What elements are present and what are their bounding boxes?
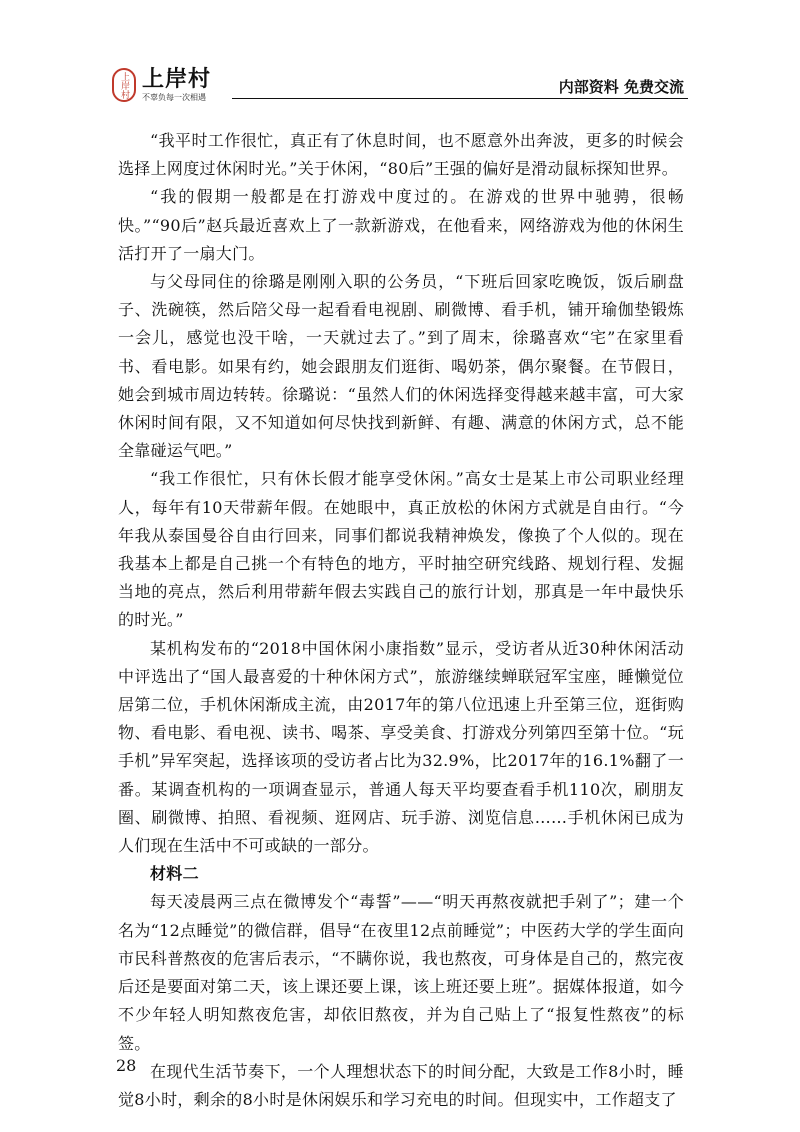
paragraph: 每天凌晨两三点在微博发个“毒誓”——“明天再熬夜就把手剁了”；建一个名为“12点睡觉”的微信群，倡导“在夜里12点前睡觉”；中医药大学的学生面向市民科普熬夜的危害后表示，“不瞒你说，我也熬夜，可身体是自己的，熬完夜后还是要面对第二天，该上课还要上课，该上班还要上班”。据媒体报道，如今不少年轻人明知熬夜危害，却依旧熬夜，并为自己贴上了“报复性熬夜”的标签。 bbox=[118, 892, 684, 1053]
page-number: 28 bbox=[116, 1056, 137, 1075]
header-divider bbox=[232, 98, 688, 99]
paragraph: “我平时工作很忙，真正有了休息时间，也不愿意外出奔波，更多的时候会选择上网度过休闲时光。”关于休闲，“80后”王强的偏好是滑动鼠标探知世界。 bbox=[118, 131, 684, 179]
paragraph: 与父母同住的徐璐是刚刚入职的公务员，“下班后回家吃晚饭，饭后刷盘子、洗碗筷，然后陪父母一起看看电视剧、刷微博、看手机，铺开瑜伽垫锻炼一会儿，感觉也没干啥，一天就过去了。”到了周末，徐璐喜欢“宅”在家里看书、看电影。如果有约，她会跟朋友们逛街、喝奶茶，偶尔聚餐。在节假日，她会到城市周边转转。徐璐说：“虽然人们的休闲选择变得越来越丰富，可大家休闲时间有限，又不知道如何尽快找到新鲜、有趣、满意的休闲方式，总不能全靠碰运气吧。” bbox=[118, 272, 684, 461]
logo-title: 上岸村 bbox=[142, 67, 212, 92]
section-heading: 材料二 bbox=[150, 864, 199, 884]
paragraph: 在现代生活节奏下，一个人理想状态下的时间分配，大致是工作8小时，睡觉8小时，剩余的8小时是休闲娱乐和学习充电的时间。但现实中，工作超支了 bbox=[118, 1061, 684, 1109]
paragraph: 某机构发布的“2018中国休闲小康指数”显示，受访者从近30种休闲活动中评选出了“国人最喜爱的十种休闲方式”，旅游继续蝉联冠军宝座，睡懒觉位居第二位，手机休闲渐成主流，由2017年的第八位迅速上升至第三位，逛街购物、看电影、看电视、读书、喝茶、享受美食、打游戏分列第四至第十位。“玩手机”异军突起，选择该项的受访者占比为32.9%，比2017年的16.1%翻了一番。某调查机构的一项调查显示，普通人每天平均要查看手机110次，刷朋友圈、刷微博、拍照、看视频、逛网店、玩手游、浏览信息……手机休闲已成为人们现在生活中不可或缺的一部分。 bbox=[118, 638, 684, 856]
paragraph: “我的假期一般都是在打游戏中度过的。在游戏的世界中驰骋，很畅快。”“90后”赵兵最近喜欢上了一款新游戏，在他看来，网络游戏为他的休闲生活打开了一扇大门。 bbox=[118, 187, 684, 263]
logo-slogan: 不辜负每一次相遇 bbox=[142, 93, 206, 102]
header-label: 内部资料 免费交流 bbox=[558, 78, 684, 96]
document-body bbox=[118, 127, 684, 1114]
paragraph: “我工作很忙，只有休长假才能享受休闲。”高女士是某上市公司职业经理人，每年有10天带薪年假。在她眼中，真正放松的休闲方式就是自由行。“今年我从泰国曼谷自由行回来，同事们都说我精神焕发，像换了个人似的。现在我基本上都是自己挑一个有特色的地方，平时抽空研究线路、规划行程、发掘当地的亮点，然后利用带薪年假去实践自己的旅行计划，那真是一年中最快乐的时光。” bbox=[118, 469, 684, 630]
page-header bbox=[112, 66, 688, 106]
logo-seal-icon: 上岸村 bbox=[112, 68, 136, 102]
